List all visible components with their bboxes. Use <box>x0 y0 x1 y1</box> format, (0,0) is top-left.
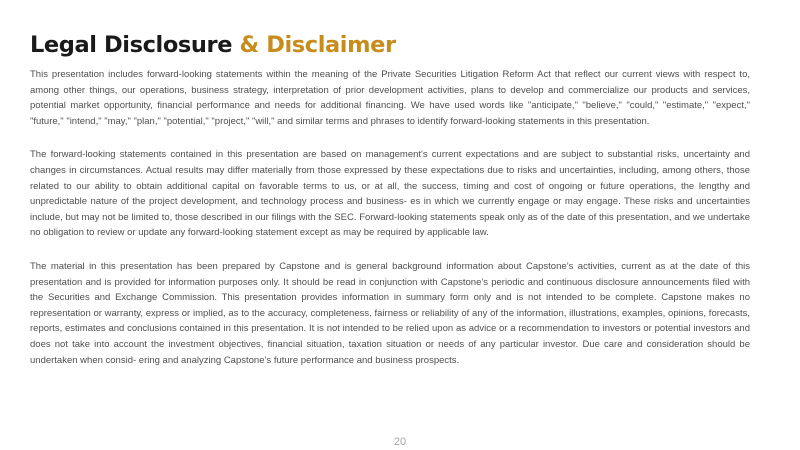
risks-uncertainties-paragraph: The forward-looking statements contained in this presentation are based on management's current expectations and are subject to substantial risks, uncertainty and changes in circumstances. Actual results may differ materially from those expressed by these expectations due to risks and uncertainties, including, among others, those related to our ability to obtain additional capital on favorable terms to us, or at all, the success, timing and cost of ongoing or future operations, the lengthy and unpredictable nature of the project development, and technology process and business- es in which we currently engage or may engage. These risks and uncertainties include, but may not be limited to, those described in our filings with the SEC. Forward-looking statements speak only as of the date of this presentation, and we undertake no obligation to review or update any forward-looking statement except as may be required by applicable law. <box>30 149 750 239</box>
disclaimer-body <box>30 67 750 386</box>
slide-title <box>30 27 396 63</box>
title-accent-text: Disclaimer <box>266 32 396 58</box>
title-main-text: Legal Disclosure <box>30 32 233 58</box>
background-information-paragraph: The material in this presentation has been prepared by Capstone and is general background information about Capstone’s activities, current as at the date of this presentation and is provided for information purposes only. It should be read in conjunction with Capstone’s periodic and continuous disclosure announcements filed with the Securities and Exchange Commission. This presentation provides information in summary form only and is not intended to be complete. Capstone makes no representation or warranty, express or implied, as to the accuracy, completeness, fairness or reliability of any of the information, illustrations, examples, opinions, forecasts, reports, estimates and conclusions contained in this presentation. It is not intended to be relied upon as advice or a recommendation to investors or potential investors and does not take into account the investment objectives, financial situation, taxation situation or needs of any particular investor. Due care and consideration should be undertaken when consid- ering and analyzing Capstone’s future performance and business prospects. <box>30 260 750 366</box>
forward-looking-statements-paragraph: This presentation includes forward-looking statements within the meaning of the Private Securities Litigation Reform Act that reflect our current views with respect to, among other things, our operations, business strategy, interpretation of prior development activities, plans to develop and commercialize our products and services, potential market opportunity, financial performance and needs for additional financing. We have used words like "anticipate," "believe," "could," "estimate," "expect," "future," "intend," "may," "plan," "potential," "project," "will," and similar terms and phrases to identify forward-looking statements in this presentation. <box>30 69 750 127</box>
page-number: 20 <box>393 436 407 448</box>
title-connector: & <box>232 32 267 58</box>
